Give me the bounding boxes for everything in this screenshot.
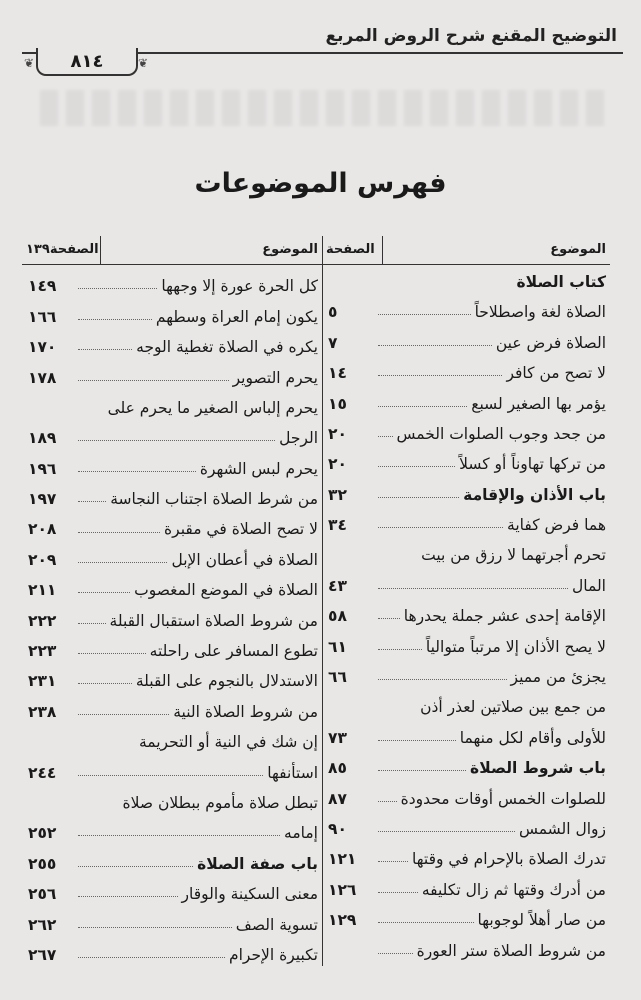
- index-entry: [22, 295, 322, 325]
- entry-page-number: ٥: [328, 303, 338, 322]
- index-entry: [22, 660, 322, 690]
- index-entry: [22, 356, 322, 386]
- index-title: فهرس الموضوعات: [194, 168, 447, 199]
- entry-page-number: ٢٥٢: [28, 824, 57, 843]
- index-entry: [322, 352, 610, 382]
- dot-leader: [78, 439, 275, 441]
- index-entry: [22, 842, 322, 872]
- dot-leader: [378, 526, 503, 528]
- index-entry: [22, 812, 322, 842]
- entry-page-number: ٨٧: [328, 789, 347, 808]
- entry-text: من تركها تهاوناً أو كسلاً: [459, 455, 606, 474]
- entry-text: لا تصح الصلاة في مقبرة: [164, 520, 318, 539]
- entry-text: الصلاة في أعطان الإبل: [171, 550, 318, 569]
- entry-page-number: ٤٣: [328, 576, 347, 595]
- index-entry: [322, 686, 610, 716]
- entry-text: تحرم أجرتهما لا رزق من بيت: [421, 546, 606, 565]
- index-entry: [22, 751, 322, 781]
- entry-text: تبطل صلاة مأموم ببطلان صلاة: [122, 793, 318, 812]
- entry-text: من شرط الصلاة اجتناب النجاسة: [110, 490, 318, 509]
- entry-text: الإقامة إحدى عشر جملة يحدرها: [403, 607, 606, 626]
- right-entries: [322, 265, 610, 960]
- index-entry: [22, 539, 322, 569]
- right-ornament-icon: ❦: [138, 56, 149, 70]
- entry-text: المال: [572, 576, 606, 595]
- page-number: ٨١٤: [36, 48, 138, 76]
- dot-leader: [378, 405, 467, 407]
- entry-page-number: ٢٥٦: [28, 885, 57, 904]
- index-entry: [322, 504, 610, 534]
- entry-text: الاستدلال بالنجوم على القبلة: [135, 672, 318, 691]
- index-entry: [322, 534, 610, 564]
- entry-text: يكون إمام العراة وسطهم: [155, 307, 318, 326]
- entry-page-number: ٢٦٧: [28, 945, 57, 964]
- index-entry: [22, 630, 322, 660]
- entry-text: من جحد وجوب الصلوات الخمس: [396, 424, 606, 443]
- entry-page-number: ١٩٧: [28, 490, 57, 509]
- entry-text: إن شك في النية أو التحريمة: [138, 733, 318, 752]
- entry-text: من أدرك وقتها ثم زال تكليفه: [421, 880, 606, 899]
- index-entry: [322, 291, 610, 321]
- index-entry: [22, 326, 322, 356]
- index-entry: [322, 716, 610, 746]
- dot-leader: [78, 561, 167, 563]
- dot-leader: [78, 895, 178, 897]
- entry-page-number: ٢٦٢: [28, 915, 57, 934]
- entry-page-number: ٢٥٥: [28, 854, 57, 873]
- index-entry: [322, 443, 610, 473]
- entry-page-number: ١٦٦: [28, 307, 57, 326]
- entry-text: من شروط الصلاة استقبال القبلة: [109, 611, 318, 630]
- dot-leader: [78, 956, 225, 958]
- index-entry: [322, 625, 610, 655]
- entry-text: هما فرض كفاية: [507, 516, 606, 535]
- entry-text: يحرم إلباس الصغير ما يحرم على: [107, 398, 318, 417]
- dot-leader: [78, 591, 130, 593]
- index-entry: [22, 690, 322, 720]
- entry-page-number: ٢٢٢: [28, 611, 57, 630]
- entry-text: تكبيرة الإحرام: [228, 945, 318, 964]
- dot-leader: [378, 921, 474, 923]
- entry-page-number: ١٩٦: [28, 459, 57, 478]
- dot-leader: [78, 287, 157, 289]
- entry-page-number: ١٧٨: [28, 368, 57, 387]
- running-title: التوضيح المقنع شرح الروض المربع: [325, 26, 617, 46]
- dot-leader: [378, 344, 492, 346]
- entry-text: باب صفة الصلاة: [197, 854, 318, 873]
- entry-page-number: ٢٤٤: [28, 763, 57, 782]
- entry-page-number: ١٤: [328, 364, 347, 383]
- index-entry: [22, 599, 322, 629]
- dot-leader: [78, 834, 280, 836]
- dot-leader: [78, 500, 106, 502]
- dot-leader: [78, 774, 263, 776]
- left-entries: [22, 265, 322, 964]
- entry-page-number: ٢٢٣: [28, 642, 57, 661]
- entry-page-number: ٥٨: [328, 607, 347, 626]
- index-entry: [322, 777, 610, 807]
- index-entry: [22, 447, 322, 477]
- index-entry: [322, 565, 610, 595]
- index-entry: [22, 417, 322, 447]
- dot-leader: [78, 713, 169, 715]
- dot-leader: [378, 374, 502, 376]
- left-column-header: [22, 236, 322, 265]
- index-entry: [322, 265, 610, 291]
- right-column: [322, 236, 610, 960]
- index-entry: [22, 903, 322, 933]
- entry-page-number: ٢٠: [328, 424, 347, 443]
- index-entry: [322, 595, 610, 625]
- dot-leader: [78, 622, 106, 624]
- entry-page-number: ١٧٠: [28, 338, 57, 357]
- entry-page-number: ٨٥: [328, 759, 347, 778]
- entry-page-number: ١٢١: [328, 850, 357, 869]
- dot-leader: [378, 952, 413, 954]
- entry-text: الرجل: [279, 429, 318, 448]
- topic-header: الموضوع: [550, 242, 606, 257]
- dot-leader: [78, 348, 132, 350]
- entry-text: الصلاة فرض عين: [495, 333, 606, 352]
- entry-page-number: ٢٣٨: [28, 702, 57, 721]
- dot-leader: [378, 891, 418, 893]
- entry-text: لا تصح من كافر: [506, 364, 606, 383]
- index-entry: [322, 747, 610, 777]
- show-through-text: [40, 90, 611, 126]
- index-entry: [22, 508, 322, 538]
- index-entry: [22, 387, 322, 417]
- entry-page-number: ٣٤: [328, 516, 347, 535]
- dot-leader: [378, 830, 515, 832]
- header-separator: [100, 236, 101, 264]
- entry-text: من صار أهلاً لوجوبها: [477, 911, 606, 930]
- index-entry: [322, 382, 610, 412]
- entry-text: من جمع بين صلاتين لعذر أذن: [420, 698, 606, 717]
- entry-text: معنى السكينة والوقار: [181, 885, 318, 904]
- dot-leader: [78, 318, 152, 320]
- index-entry: [22, 265, 322, 295]
- entry-page-number: ٩٠: [328, 819, 347, 838]
- page-header: [22, 26, 623, 70]
- entry-text: للأولى وأقام لكل منهما: [459, 728, 606, 747]
- dot-leader: [78, 682, 132, 684]
- index-entry: [322, 929, 610, 959]
- entry-page-number: ١٤٩: [28, 277, 57, 296]
- dot-leader: [378, 496, 459, 498]
- entry-text: يحرم التصوير: [232, 368, 318, 387]
- entry-text: لا يصح الأذان إلا مرتباً متوالياً: [425, 637, 606, 656]
- entry-text: كل الحرة عورة إلا وجهها: [161, 277, 318, 296]
- index-entry: [322, 899, 610, 929]
- entry-text: زوال الشمس: [518, 819, 606, 838]
- entry-text: الصلاة في الموضع المغصوب: [134, 581, 318, 600]
- dot-leader: [378, 800, 397, 802]
- dot-leader: [378, 617, 400, 619]
- dot-leader: [378, 860, 408, 862]
- entry-text: للصلوات الخمس أوقات محدودة: [400, 789, 606, 808]
- entry-text: تطوع المسافر على راحلته: [149, 642, 318, 661]
- entry-text: تدرك الصلاة بالإحرام في وقتها: [412, 850, 606, 869]
- index-entry: [322, 808, 610, 838]
- dot-leader: [378, 648, 422, 650]
- index-entry: [22, 782, 322, 812]
- left-column: [22, 236, 322, 964]
- entry-page-number: ٧٣: [328, 728, 347, 747]
- entry-page-number: ٧: [328, 333, 338, 352]
- dot-leader: [378, 313, 471, 315]
- entry-page-number: ١٢٦: [328, 880, 357, 899]
- index-entry: [322, 838, 610, 868]
- index-entry: [22, 478, 322, 508]
- dot-leader: [78, 470, 196, 472]
- entry-text: استأنفها: [267, 763, 318, 782]
- dot-leader: [78, 652, 146, 654]
- entry-text: إمامه: [284, 824, 318, 843]
- entry-text: تسوية الصف: [235, 915, 318, 934]
- dot-leader: [378, 435, 393, 437]
- dot-leader: [378, 465, 455, 467]
- dot-leader: [78, 865, 193, 867]
- dot-leader: [78, 926, 232, 928]
- page-header-label: الصفحة١٣٩: [26, 242, 99, 257]
- entry-text: باب شروط الصلاة: [470, 759, 606, 778]
- dot-leader: [378, 739, 456, 741]
- entry-page-number: ٢١١: [28, 581, 57, 600]
- entry-text: يحرم لبس الشهرة: [199, 459, 318, 478]
- index-entry: [22, 934, 322, 964]
- header-separator: [382, 236, 383, 264]
- entry-page-number: ٦١: [328, 637, 347, 656]
- entry-page-number: ١٢٩: [328, 911, 357, 930]
- entry-page-number: ٢٠٩: [28, 550, 57, 569]
- left-ornament-icon: ❦: [24, 56, 35, 70]
- right-column-header: [322, 236, 610, 265]
- topic-header: الموضوع: [262, 242, 318, 257]
- entry-text: باب الأذان والإقامة: [463, 485, 606, 504]
- entry-page-number: ٣٢: [328, 485, 347, 504]
- entry-text: يجزئ من مميز: [510, 668, 606, 687]
- entry-text: كتاب الصلاة: [516, 272, 606, 291]
- entry-text: يكره في الصلاة تغطية الوجه: [136, 338, 318, 357]
- entry-text: يؤمر بها الصغير لسبع: [471, 394, 606, 413]
- index-entry: [322, 868, 610, 898]
- dot-leader: [378, 769, 466, 771]
- dot-leader: [378, 678, 507, 680]
- index-entry: [22, 569, 322, 599]
- index-entry: [22, 721, 322, 751]
- dot-leader: [378, 587, 568, 589]
- dot-leader: [78, 379, 229, 381]
- entry-text: الصلاة لغة واصطلاحاً: [474, 303, 606, 322]
- index-entry: [322, 321, 610, 351]
- dot-leader: [78, 531, 160, 533]
- entry-page-number: ٢٠: [328, 455, 347, 474]
- index-entry: [22, 873, 322, 903]
- entry-text: من شروط الصلاة النية: [173, 702, 318, 721]
- page-header-label: الصفحة: [326, 242, 375, 257]
- entry-page-number: ١٨٩: [28, 429, 57, 448]
- index-entry: [322, 473, 610, 503]
- entry-text: من شروط الصلاة ستر العورة: [416, 941, 606, 960]
- entry-page-number: ١٥: [328, 394, 347, 413]
- index-entry: [322, 413, 610, 443]
- entry-page-number: ٢٠٨: [28, 520, 57, 539]
- index-entry: [322, 656, 610, 686]
- entry-page-number: ٦٦: [328, 668, 347, 687]
- entry-page-number: ٢٣١: [28, 672, 57, 691]
